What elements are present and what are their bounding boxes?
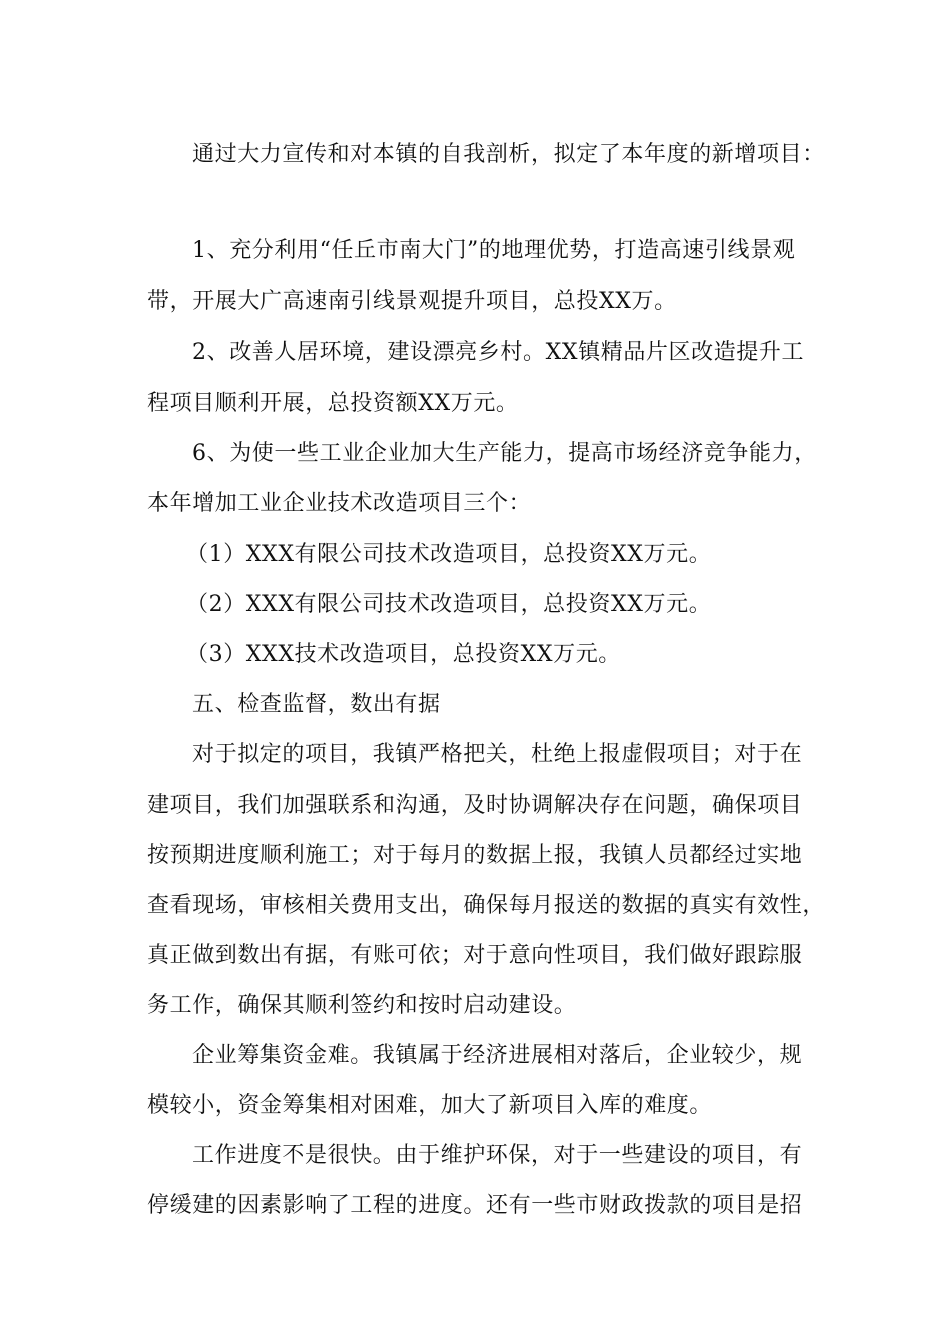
supervision-paragraph-line-3: 按预期进度顺利施工；对于每月的数据上报，我镇人员都经过实地 [147, 843, 803, 868]
sub-item-2: （2）XXX有限公司技术改造项目，总投资XX万元。 [186, 592, 712, 617]
funding-paragraph-line-2: 模较小，资金筹集相对困难，加大了新项目入库的难度。 [147, 1093, 713, 1118]
item-1-line-1: 1、充分利用“任丘市南大门”的地理优势，打造高速引线景观 [192, 238, 796, 263]
item-6-line-2: 本年增加工业企业技术改造项目三个： [147, 491, 532, 516]
progress-paragraph-line-2: 停缓建的因素影响了工程的进度。还有一些市财政拨款的项目是招 [147, 1193, 803, 1218]
item-2-line-2: 程项目顺利开展，总投资额XX万元。 [147, 391, 519, 416]
supervision-paragraph-line-6: 务工作，确保其顺利签约和按时启动建设。 [147, 993, 577, 1018]
item-1-line-2: 带，开展大广高速南引线景观提升项目，总投XX万。 [147, 289, 677, 314]
item-6-line-1: 6、为使一些工业企业加大生产能力，提高市场经济竞争能力， [192, 441, 817, 466]
sub-item-1: （1）XXX有限公司技术改造项目，总投资XX万元。 [186, 542, 712, 567]
intro-paragraph-line: 通过大力宣传和对本镇的自我剖析，拟定了本年度的新增项目： [192, 142, 825, 167]
sub-item-3: （3）XXX技术改造项目，总投资XX万元。 [186, 642, 621, 667]
supervision-paragraph-line-2: 建项目，我们加强联系和沟通，及时协调解决存在问题，确保项目 [147, 793, 803, 818]
item-2-line-1: 2、改善人居环境，建设漂亮乡村。XX镇精品片区改造提升工 [192, 340, 805, 365]
funding-paragraph-line-1: 企业筹集资金难。我镇属于经济进展相对落后，企业较少，规 [192, 1043, 803, 1068]
supervision-paragraph-line-4: 查看现场，审核相关费用支出，确保每月报送的数据的真实有效性， [147, 893, 826, 918]
progress-paragraph-line-1: 工作进度不是很快。由于维护环保，对于一些建设的项目，有 [192, 1143, 803, 1168]
section-heading: 五、检查监督，数出有据 [192, 692, 441, 717]
supervision-paragraph-line-1: 对于拟定的项目，我镇严格把关，杜绝上报虚假项目；对于在 [192, 742, 803, 767]
supervision-paragraph-line-5: 真正做到数出有据，有账可依；对于意向性项目，我们做好跟踪服 [147, 943, 803, 968]
